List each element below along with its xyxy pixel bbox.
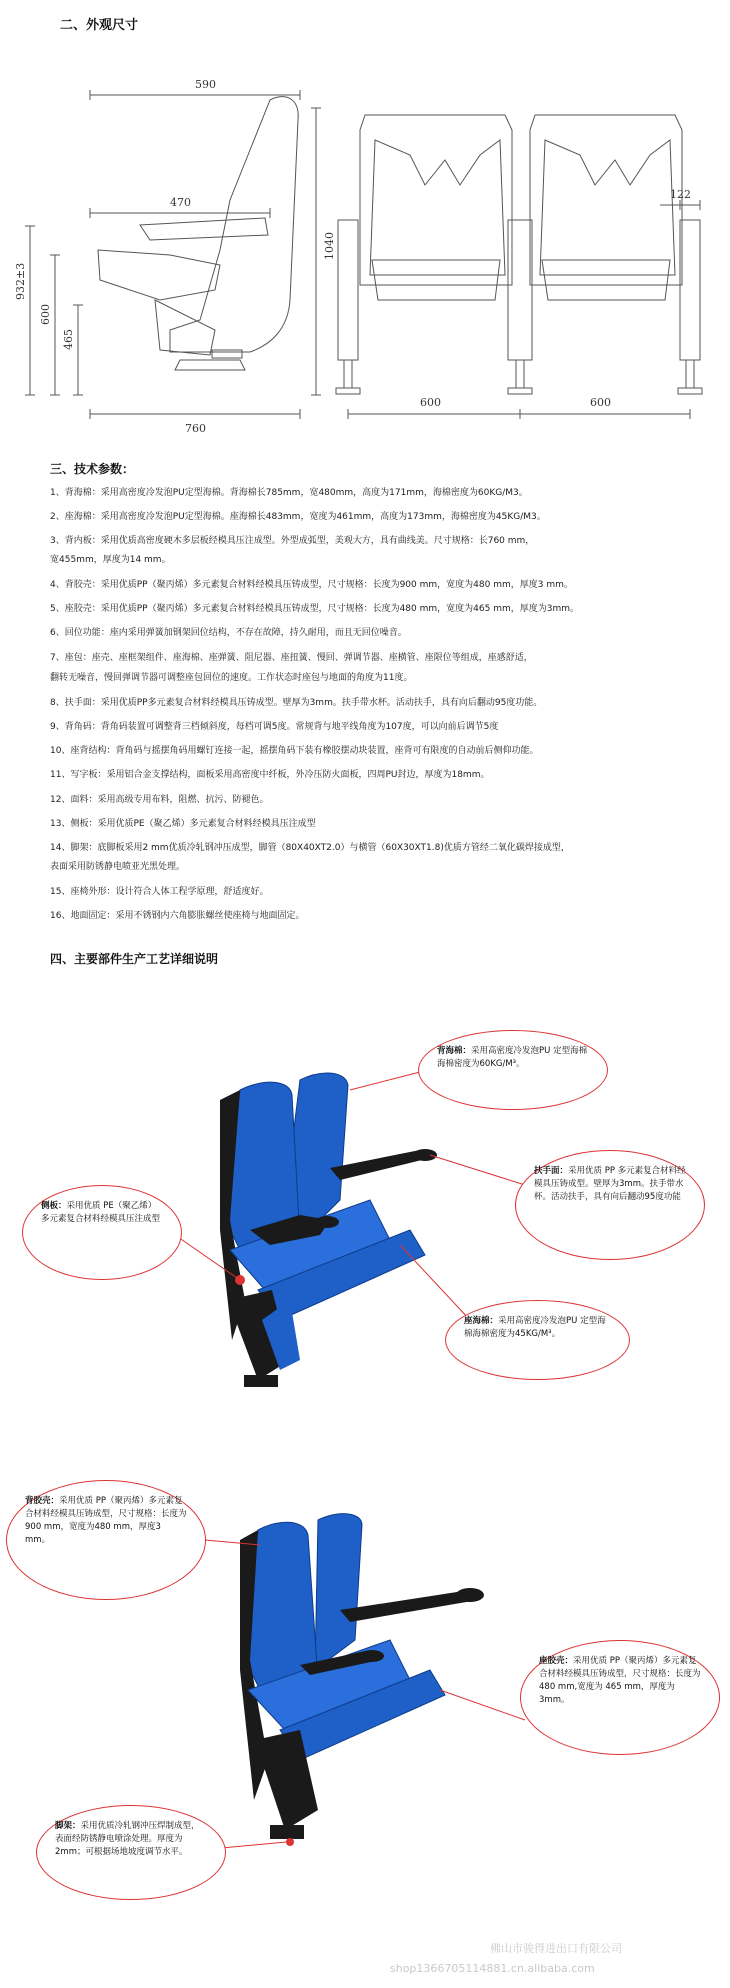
callout-side-panel: [22, 1185, 182, 1280]
callout-seat-shell-title: 座胶壳：: [539, 1656, 574, 1666]
spec-line: 5、座胶壳：采用优质PP（聚丙烯）多元素复合材料经模具压铸成型，尺寸规格：长度为480 mm，宽度为465 mm，厚度为3mm。: [50, 604, 579, 614]
spec-line: 11、写字板：采用铝合金支撑结构，面板采用高密度中纤板，外冷压防火面板，四周PU封边，厚度为18mm。: [50, 770, 490, 780]
callout-armrest-title: 扶手面：: [534, 1166, 569, 1176]
spec-line: 表面采用防锈静电喷亚光黑处理。: [50, 862, 186, 872]
dim-seat-width-2: 600: [590, 396, 611, 409]
tech-title: 三、技术参数：: [50, 462, 135, 476]
spec-line: 6、回位功能：座内采用弹簧加钢架回位结构，不存在故障，持久耐用，而且无回位噪音。: [50, 628, 407, 638]
callout-legs-title: 脚架：: [55, 1821, 81, 1831]
spec-line: 9、背角码：背角码装置可调整背三档倾斜度，每档可调5度。常规背与地平线角度为107度，可以向前后调节5度: [50, 722, 499, 732]
callout-seat-foam-title: 座海棉：: [464, 1316, 499, 1326]
callout-legs-text: 采用优质冷轧钢冲压焊制成型，表面经防锈静电喷涂处理。厚度为 2mm；可根据场地坡度调节水平。: [55, 1821, 200, 1857]
callout-legs: [36, 1805, 226, 1900]
callout-back-shell-title: 背胶壳：: [25, 1496, 60, 1506]
spec-line: 10、座背结构：背角码与摇摆角码用螺钉连接一起，摇摆角码下装有橡胶摆动块装置，座背可有限度的自动前后侧仰功能。: [50, 746, 539, 756]
dim-arm-depth: 470: [170, 196, 191, 209]
callout-side-panel-title: 侧板：: [41, 1201, 67, 1211]
spec-line: 15、座椅外形：设计符合人体工程学原理，舒适度好。: [50, 887, 269, 897]
callout-seat-shell: [520, 1640, 720, 1755]
spec-line: 4、背胶壳：采用优质PP（聚丙烯）多元素复合材料经模具压铸成型，尺寸规格：长度为900 mm，宽度为480 mm，厚度3 mm。: [50, 580, 573, 590]
callout-back-foam-title: 背海棉：: [437, 1046, 472, 1056]
callout-seat-shell-text: 采用优质 PP（聚丙烯）多元素复合材料经模具压铸成型，尺寸规格：长度为 480 mm,宽度为 465 mm，厚度为 3mm。: [539, 1656, 701, 1705]
spec-line: 2、座海棉：采用高密度冷发泡PU定型海棉。座海棉长483mm，宽度为461mm，高度为173mm，海棉密度为45KG/M3。: [50, 512, 546, 522]
dim-top-width: 590: [195, 78, 216, 91]
callout-back-foam-text: 采用高密度冷发泡PU 定型海棉海棉密度为60KG/M³。: [437, 1046, 588, 1069]
dim-seat-depth: 760: [185, 422, 206, 435]
dim-seat-width-1: 600: [420, 396, 441, 409]
spec-line: 宽455mm，厚度为14 mm。: [50, 555, 171, 565]
callout-back-shell-text: 采用优质 PP（聚丙烯）多元素复合材料经模具压铸成型，尺寸规格：长度为 900 mm，宽度为480 mm，厚度3 mm。: [25, 1496, 187, 1545]
callout-back-foam: [418, 1030, 608, 1110]
parts-title: 四、主要部件生产工艺详细说明: [50, 952, 219, 966]
dim-front-height: 1040: [323, 232, 336, 260]
spec-line: 14、脚架：底脚板采用2 mm优质冷轧钢冲压成型，脚管（80X40XT2.0）与横管（60X30XT1.8)优质方管经二氧化碳焊接成型，: [50, 843, 570, 853]
spec-line: 1、背海棉：采用高密度冷发泡PU定型海棉。背海棉长785mm，宽480mm，高度为171mm，海棉密度为60KG/M3。: [50, 488, 528, 498]
spec-line: 13、侧板：采用优质PE（聚乙烯）多元素复合材料经模具压注成型: [50, 819, 316, 829]
callout-armrest-text: 采用优质 PP 多元素复合材料经模具压铸成型。壁厚为3mm。扶手带水杯。活动扶手，具有向后翻动95度功能: [534, 1166, 686, 1202]
watermark-company: 佛山市骏得进出口有限公司: [490, 1942, 622, 1955]
callout-seat-foam-text: 采用高密度冷发泡PU 定型海棉海棉密度为45KG/M³。: [464, 1316, 606, 1339]
callout-side-panel-text: 采用优质 PE（聚乙烯）多元素复合材料经模具压注成型: [41, 1201, 161, 1224]
callout-seat-foam: [445, 1300, 630, 1380]
appearance-title: 二、外观尺寸: [60, 18, 139, 33]
watermark-shop: shop1366705114881.cn.alibaba.com: [390, 1962, 595, 1975]
spec-line: 3、背内板：采用优质高密度硬木多层板经模具压注成型。外型成弧型，美观大方，具有曲线美。尺寸规格：长760 mm，: [50, 536, 535, 546]
spec-line: 7、座包：座壳、座框架组件、座海棉、座弹簧、阻尼器、座扭簧、慢回、弹调节器、座横管、座限位等组成，座感舒适，: [50, 653, 533, 663]
dim-arm-width: 122: [670, 188, 691, 201]
spec-line: 8、扶手面：采用优质PP多元素复合材料经模具压铸成型。壁厚为3mm。扶手带水杯。活动扶手，具有向后翻动95度功能。: [50, 698, 543, 708]
callout-armrest: [515, 1150, 705, 1260]
dim-total-height: 932±3: [14, 262, 27, 300]
callout-back-shell: [6, 1480, 206, 1600]
dim-arm-height: 465: [62, 329, 75, 350]
spec-line: 12、面料：采用高级专用布料，阻燃、抗污、防褪色。: [50, 795, 269, 805]
spec-line: 翻转无噪音，慢回弹调节器可调整座包回位的速度。工作状态时座包与地面的角度为11度。: [50, 673, 413, 683]
spec-line: 16、地面固定：采用不锈钢内六角膨胀螺丝使座椅与地面固定。: [50, 911, 305, 921]
dim-seat-height: 600: [39, 304, 52, 325]
